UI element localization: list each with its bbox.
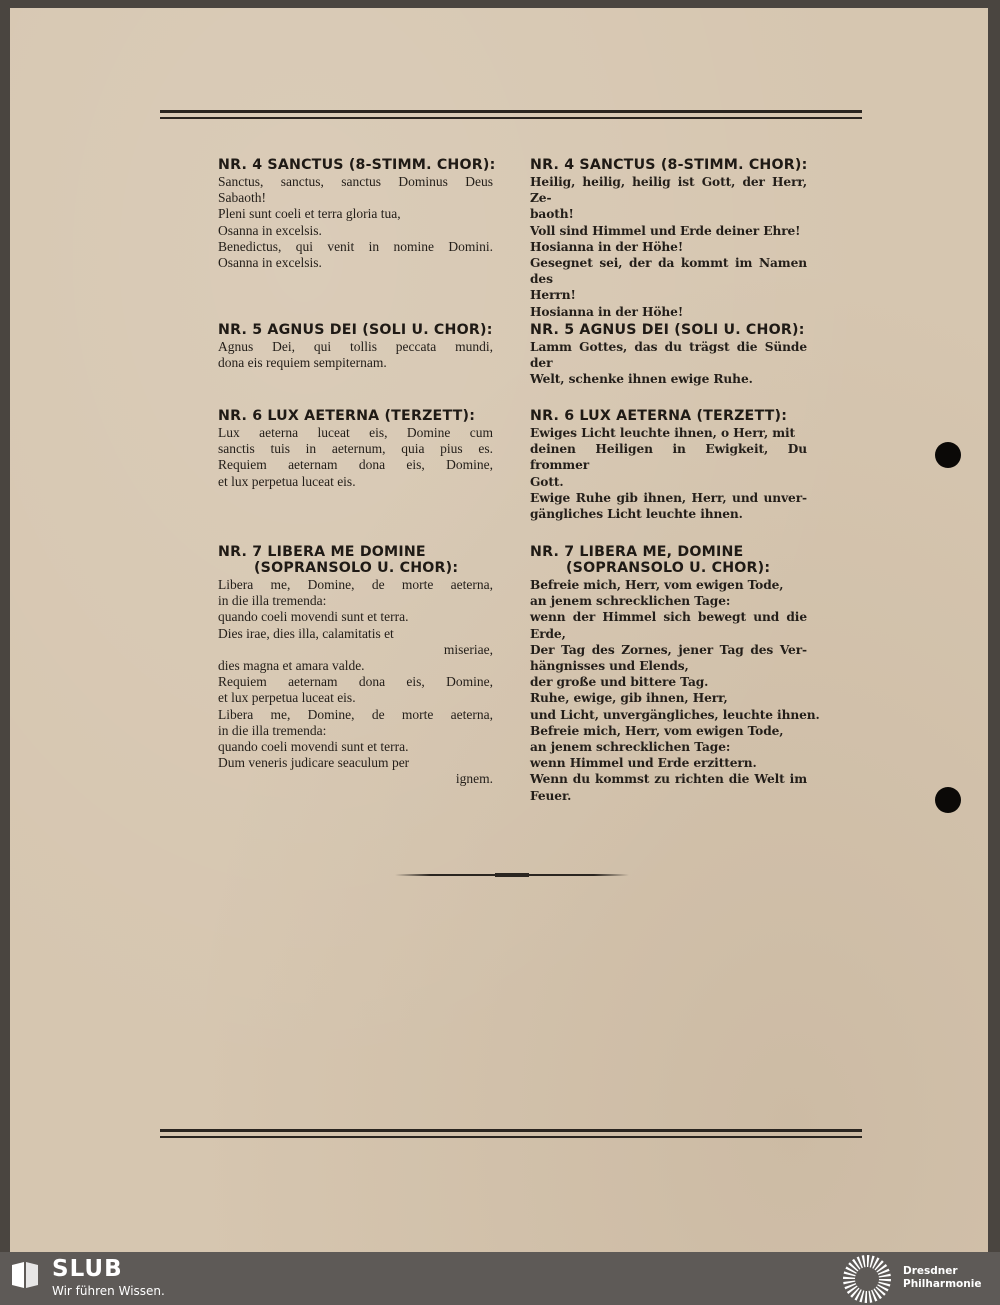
lyric-line: Der Tag des Zornes, jener Tag des Ver- <box>530 642 807 657</box>
heading-subtitle: (SOPRANSOLO U. CHOR): <box>566 560 771 576</box>
lyric-line: Befreie mich, Herr, vom ewigen Tode, <box>530 578 784 592</box>
lyric-line: Osanna in excelsis. <box>218 255 322 271</box>
lyric-line: miseriae, <box>443 641 493 657</box>
lyrics-block <box>530 577 820 804</box>
section-agnus-latin <box>218 322 493 371</box>
program-page <box>10 8 988 1252</box>
library-footer-bar <box>0 1252 1000 1305</box>
lyric-line: Pleni sunt coeli et terra gloria tua, <box>218 206 401 222</box>
lyrics-block <box>530 174 807 320</box>
lyric-line: ignem. <box>455 771 493 787</box>
lyrics-block <box>218 174 493 271</box>
section-libera-german <box>530 544 820 804</box>
lyric-line: an jenem schrecklichen Tage: <box>530 740 731 755</box>
lyric-line: Libera me, Domine, de morte aeterna, <box>218 706 493 722</box>
section-lux-latin <box>218 408 493 490</box>
section-heading <box>530 544 807 576</box>
philharmonie-sunburst-icon <box>842 1254 892 1304</box>
heading-title: NR. 7 LIBERA ME, DOMINE <box>530 544 744 560</box>
partner-name-line1: Dresdner <box>903 1265 958 1277</box>
lyric-line: quando coeli movendi sunt et terra. <box>218 609 409 625</box>
lyric-line: Welt, schenke ihnen ewige Ruhe. <box>530 372 753 387</box>
slub-logo-icon <box>10 1261 40 1289</box>
lyrics-block <box>218 577 493 788</box>
lyric-line: in die illa tremenda: <box>218 593 327 609</box>
lyric-line: Befreie mich, Herr, vom ewigen Tode, <box>530 723 784 738</box>
lyric-line: Gesegnet sei, der da kommt im Namen des <box>530 256 807 287</box>
section-sanctus-german <box>530 157 807 320</box>
lyric-line: Lamm Gottes, das du trägst die Sünde der <box>530 340 807 371</box>
lyric-line: an jenem schrecklichen Tage: <box>530 594 731 609</box>
section-heading: NR. 4 SANCTUS (8-STIMM. CHOR): <box>218 157 496 173</box>
ornamental-divider <box>395 873 629 877</box>
lyric-line: et lux perpetua luceat eis. <box>218 473 356 489</box>
section-lux-german <box>530 408 807 522</box>
lyric-line: dies magna et amara valde. <box>218 658 365 674</box>
lyric-line: Ruhe, ewige, gib ihnen, Herr, <box>530 691 728 706</box>
lyric-line: Lux aeterna luceat eis, Domine cum <box>218 425 493 440</box>
lyric-line: baoth! <box>530 207 574 222</box>
punch-hole-upper <box>935 442 961 468</box>
lyric-line: Ewige Ruhe gib ihnen, Herr, und unver- <box>530 490 807 505</box>
lyric-line: dona eis requiem sempiternam. <box>218 355 387 371</box>
slub-tagline: Wir führen Wissen. <box>52 1284 165 1298</box>
lyrics-block <box>530 425 807 522</box>
bottom-double-rule <box>160 1129 862 1138</box>
lyric-line: Gott. <box>530 474 564 489</box>
section-heading <box>218 544 493 576</box>
lyric-line: quando coeli movendi sunt et terra. <box>218 739 409 755</box>
section-heading: NR. 5 AGNUS DEI (SOLI U. CHOR): <box>530 322 805 338</box>
lyric-line: Hosianna in der Höhe! <box>530 239 684 254</box>
punch-hole-lower <box>935 787 961 813</box>
lyric-line: und Licht, unvergängliches, leuchte ihnen. <box>530 707 820 722</box>
lyric-line: Dies irae, dies illa, calamitatis et <box>218 625 394 641</box>
slub-wordmark: SLUB <box>52 1256 123 1282</box>
lyric-line: Wenn du kommst zu richten die Welt im <box>530 772 807 787</box>
section-heading: NR. 6 LUX AETERNA (TERZETT): <box>218 408 476 424</box>
lyric-line: wenn Himmel und Erde erzittern. <box>530 756 757 771</box>
top-double-rule <box>160 110 862 119</box>
lyric-line: Sabaoth! <box>218 190 266 206</box>
lyrics-block <box>218 339 493 371</box>
partner-name-line2: Philharmonie <box>903 1278 982 1290</box>
lyric-line: sanctis tuis in aeternum, quia pius es. <box>218 441 493 457</box>
lyric-line: Osanna in excelsis. <box>218 222 322 238</box>
section-heading: NR. 5 AGNUS DEI (SOLI U. CHOR): <box>218 322 493 338</box>
partner-name <box>903 1265 981 1291</box>
lyric-line: Libera me, Domine, de morte aeterna, <box>218 577 493 592</box>
lyric-line: Requiem aeternam dona eis, Domine, <box>218 674 493 690</box>
lyric-line: Herrn! <box>530 288 576 303</box>
lyric-line: der große und bittere Tag. <box>530 675 709 690</box>
lyric-line: Dum veneris judicare seaculum per <box>218 755 410 771</box>
lyric-line: Sanctus, sanctus, sanctus Dominus Deus <box>218 174 493 189</box>
lyric-line: Heilig, heilig, heilig ist Gott, der Herr, Ze- <box>530 175 807 206</box>
lyric-line: Requiem aeternam dona eis, Domine, <box>218 457 493 473</box>
section-libera-latin <box>218 544 493 788</box>
heading-title: NR. 7 LIBERA ME DOMINE <box>218 544 426 560</box>
lyric-line: deinen Heiligen in Ewigkeit, Du frommer <box>530 442 807 473</box>
lyric-line: in die illa tremenda: <box>218 722 327 738</box>
section-sanctus-latin <box>218 157 496 271</box>
lyrics-block <box>530 339 807 388</box>
section-agnus-german <box>530 322 807 388</box>
lyric-line: gängliches Licht leuchte ihnen. <box>530 507 743 522</box>
lyric-line: Feuer. <box>530 788 572 803</box>
section-heading: NR. 4 SANCTUS (8-STIMM. CHOR): <box>530 157 808 173</box>
lyric-line: Agnus Dei, qui tollis peccata mundi, <box>218 339 493 354</box>
heading-subtitle: (SOPRANSOLO U. CHOR): <box>254 560 459 576</box>
section-heading: NR. 6 LUX AETERNA (TERZETT): <box>530 408 788 424</box>
lyric-line: wenn der Himmel sich bewegt und die <box>530 610 807 625</box>
lyrics-block <box>218 425 493 490</box>
lyric-line: hängnisses und Elends, <box>530 659 689 674</box>
lyric-line: Erde, <box>530 626 566 641</box>
lyric-line: Benedictus, qui venit in nomine Domini. <box>218 238 493 254</box>
lyric-line: Voll sind Himmel und Erde deiner Ehre! <box>530 223 801 238</box>
lyric-line: Ewiges Licht leuchte ihnen, o Herr, mit <box>530 426 796 440</box>
lyric-line: Hosianna in der Höhe! <box>530 304 684 319</box>
lyric-line: et lux perpetua luceat eis. <box>218 690 356 706</box>
